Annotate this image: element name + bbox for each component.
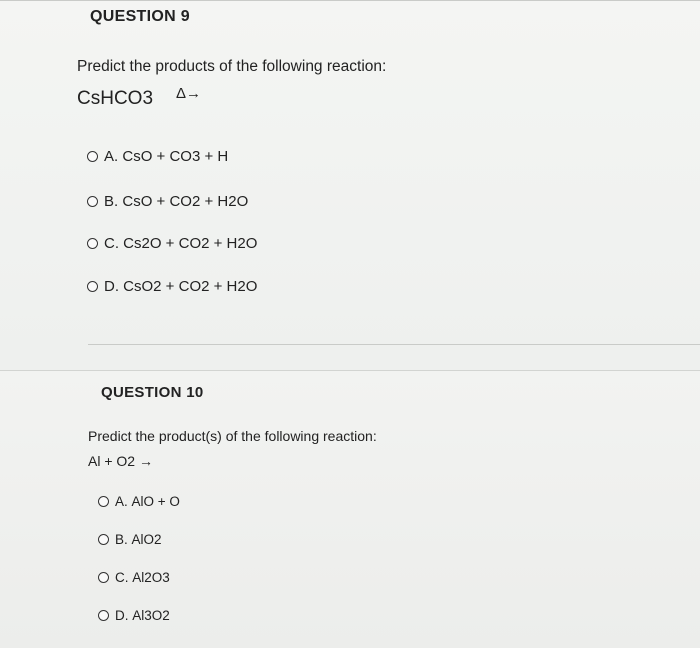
option-text: Al2O3 [132,570,170,585]
option-text: AlO2 [131,532,162,547]
question-10-title: QUESTION 10 [101,384,204,401]
question-10-reaction: Al + O2 → [88,453,153,469]
radio-icon[interactable] [87,151,98,162]
option-text: AlO + O [131,494,180,509]
q10-option-d[interactable] [98,608,170,623]
q9-option-c[interactable] [87,235,257,252]
option-text: Al3O2 [132,608,170,623]
radio-icon[interactable] [98,572,109,583]
question-10-panel [0,370,700,648]
option-letter: B. [115,532,128,547]
option-letter: C. [115,570,129,585]
question-9-prompt: Predict the products of the following reaction: [77,58,387,75]
radio-icon[interactable] [87,196,98,207]
top-divider [0,0,700,1]
option-letter: A. [104,148,119,165]
option-letter: C. [104,235,119,252]
section-divider [0,370,700,371]
option-letter: A. [115,494,128,509]
option-letter: D. [115,608,129,623]
option-letter: D. [104,278,119,295]
option-text: CsO2 + CO2 + H2O [123,278,258,295]
radio-icon[interactable] [98,610,109,621]
option-text: CsO + CO2 + H2O [122,193,249,210]
radio-icon[interactable] [98,496,109,507]
question-10-prompt: Predict the product(s) of the following reaction: [88,428,377,444]
question-9-reaction: CsHCO3 [77,88,154,109]
radio-icon[interactable] [98,534,109,545]
question-9-title: QUESTION 9 [90,8,190,25]
option-text: CsO + CO3 + H [122,148,229,165]
radio-icon[interactable] [87,238,98,249]
q9-option-b[interactable] [87,193,248,210]
q9-option-d[interactable] [87,278,257,295]
q10-option-c[interactable] [98,570,170,585]
q10-option-a[interactable] [98,494,180,509]
radio-icon[interactable] [87,281,98,292]
option-letter: B. [104,193,119,210]
q10-option-b[interactable] [98,532,162,547]
question-divider [88,344,700,345]
heat-arrow: Δ→ [176,85,202,102]
q9-option-a[interactable] [87,148,228,165]
option-text: Cs2O + CO2 + H2O [123,235,258,252]
